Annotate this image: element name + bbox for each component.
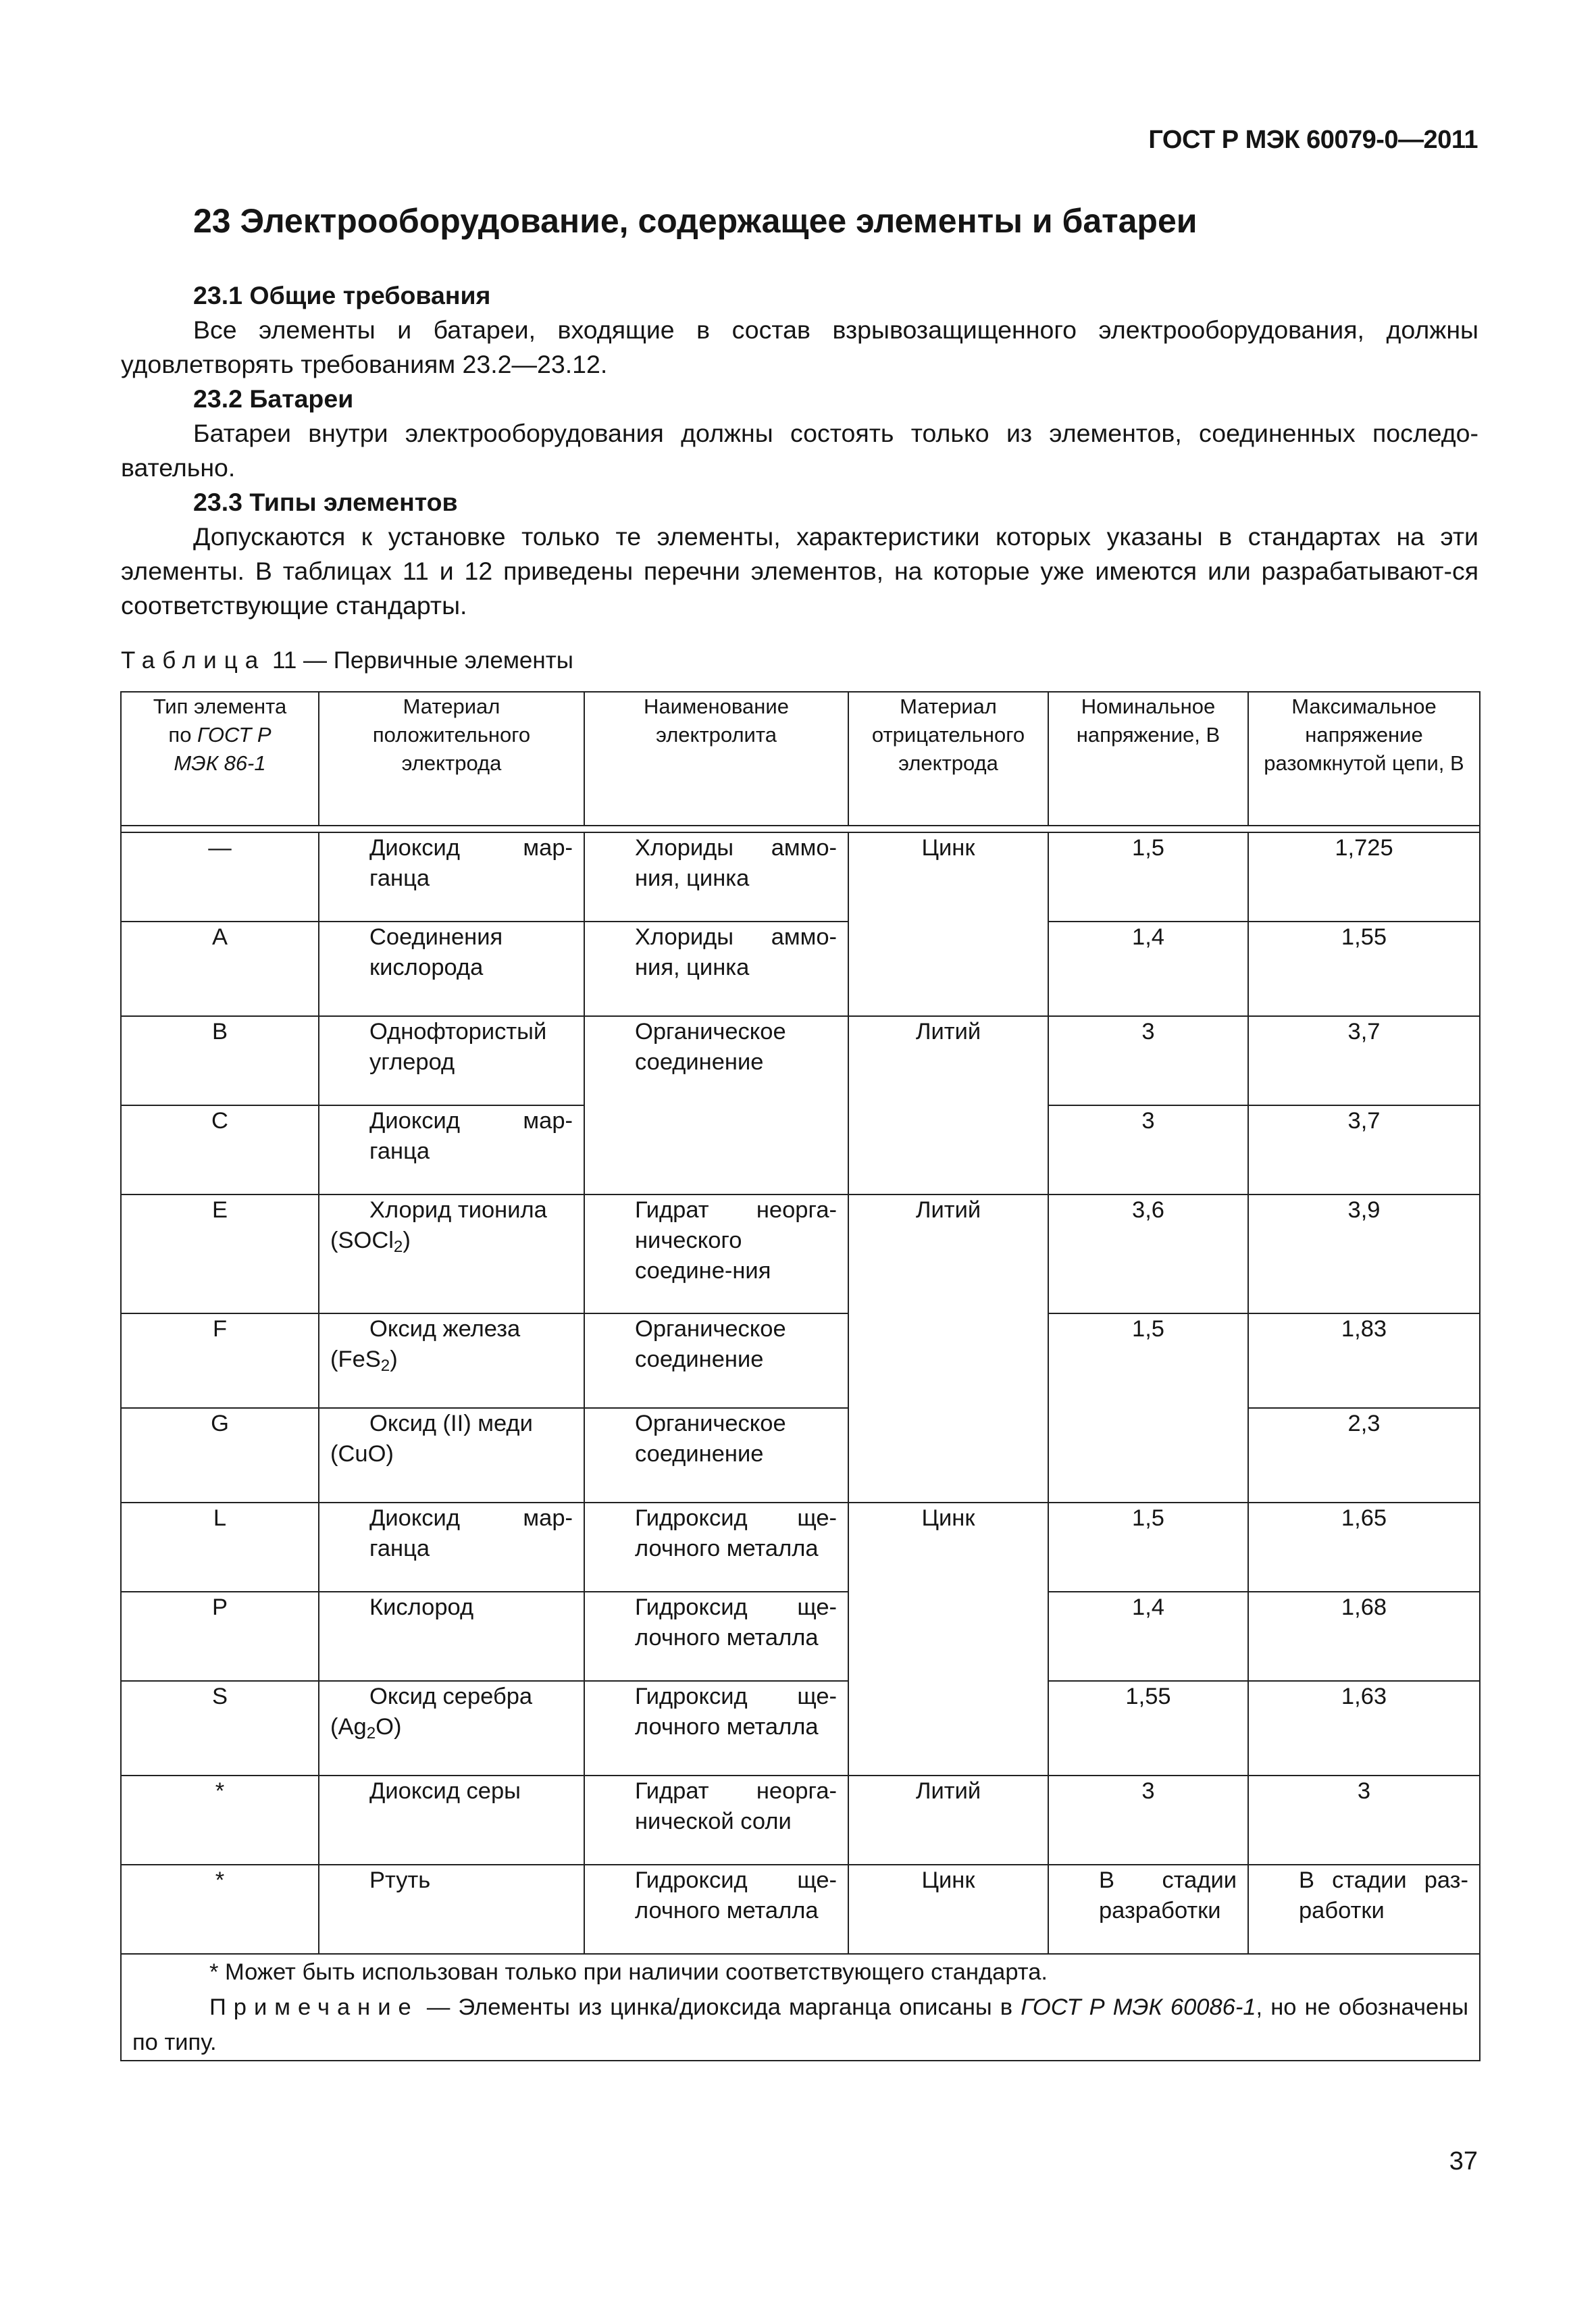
cell-type: G: [121, 1408, 319, 1503]
table-caption-word: Таблица: [121, 647, 266, 674]
cell-nominal-voltage: 1,5: [1048, 1503, 1248, 1592]
standard-code: ГОСТ Р МЭК 60079-0—2011: [1148, 126, 1478, 154]
cell-negative-electrode: Цинк: [848, 832, 1048, 1016]
subsection-heading-23-3: 23.3 Типы элементов: [193, 488, 458, 516]
header-nominal-voltage: Номинальное напряжение, В: [1048, 692, 1248, 826]
table-caption: [121, 647, 573, 674]
cell-electrolyte: Хлориды аммо-ния, цинка: [584, 832, 848, 922]
cell-electrolyte: Гидрат неорга-нической соли: [584, 1776, 848, 1865]
cell-positive-electrode: Оксид железа (FeS$_2$): [319, 1313, 584, 1408]
cell-type: P: [121, 1592, 319, 1681]
cell-negative-electrode: Литий: [848, 1194, 1048, 1503]
cell-electrolyte: Гидроксид ще-лочного металла: [584, 1681, 848, 1776]
header-separator: [121, 826, 1480, 832]
section-title: 23 Электрооборудование, содержащее элементы и батареи: [193, 202, 1198, 240]
cell-nominal-voltage: 1,4: [1048, 922, 1248, 1016]
table-header-row: [121, 692, 1480, 826]
table-row: [121, 1016, 1480, 1105]
header-positive-electrode: Материал положительного электрода: [319, 692, 584, 826]
table-row: [121, 1865, 1480, 1954]
table-row: [121, 1681, 1480, 1776]
cell-max-voltage: 1,68: [1248, 1592, 1480, 1681]
cell-electrolyte: Хлориды аммо-ния, цинка: [584, 922, 848, 1016]
cell-electrolyte: Гидроксид ще-лочного металла: [584, 1503, 848, 1592]
cell-positive-electrode: Ртуть: [319, 1865, 584, 1954]
cell-max-voltage: 3,9: [1248, 1194, 1480, 1313]
subsection-heading-23-1: 23.1 Общие требования: [193, 281, 491, 309]
cell-max-voltage: 3,7: [1248, 1016, 1480, 1105]
cell-nominal-voltage: 1,5: [1048, 1313, 1248, 1503]
primary-cells-table: [120, 691, 1481, 2061]
cell-nominal-voltage: В стадии разработки: [1048, 1865, 1248, 1954]
cell-max-voltage: 1,63: [1248, 1681, 1480, 1776]
cell-nominal-voltage: 3: [1048, 1016, 1248, 1105]
cell-max-voltage: 1,65: [1248, 1503, 1480, 1592]
cell-electrolyte: Гидрат неорга-нического соедине-ния: [584, 1194, 848, 1313]
cell-type: L: [121, 1503, 319, 1592]
cell-type: —: [121, 832, 319, 922]
cell-negative-electrode: Литий: [848, 1016, 1048, 1194]
cell-type: F: [121, 1313, 319, 1408]
cell-positive-electrode: Диоксид мар-ганца: [319, 1503, 584, 1592]
table-footnotes: [121, 1954, 1480, 2061]
cell-electrolyte: Органическое соединение: [584, 1016, 848, 1194]
cell-positive-electrode: Кислород: [319, 1592, 584, 1681]
table-caption-title: 11 — Первичные элементы: [265, 647, 573, 674]
cell-max-voltage: 1,725: [1248, 832, 1480, 922]
table-footnote: * Может быть использован только при наличии соответствующего стандарта.: [209, 1959, 1048, 1985]
cell-max-voltage: 3: [1248, 1776, 1480, 1865]
cell-type: S: [121, 1681, 319, 1776]
cell-nominal-voltage: 1,4: [1048, 1592, 1248, 1681]
cell-max-voltage: 3,7: [1248, 1105, 1480, 1194]
table-row: [121, 832, 1480, 922]
cell-nominal-voltage: 3: [1048, 1105, 1248, 1194]
header-type: Тип элемента по ГОСТ Р МЭК 86-1: [121, 692, 319, 826]
cell-positive-electrode: Оксид (II) меди (CuO): [319, 1408, 584, 1503]
cell-max-voltage: 1,55: [1248, 922, 1480, 1016]
header-negative-electrode: Материал отрицательного электрода: [848, 692, 1048, 826]
cell-type: *: [121, 1776, 319, 1865]
cell-electrolyte: Органическое соединение: [584, 1313, 848, 1408]
table-row: [121, 922, 1480, 1016]
cell-max-voltage: 2,3: [1248, 1408, 1480, 1503]
paragraph-23-3: Допускаются к установке только те элементы, характеристики которых указаны в стандартах на эти элементы. В таблицах 11 и 12 приведены перечни элементов, на которые уже имеются или разрабатывают-ся соответствующие стандарты.: [121, 522, 1478, 620]
table-row: [121, 1776, 1480, 1865]
cell-nominal-voltage: 3,6: [1048, 1194, 1248, 1313]
cell-positive-electrode: Хлорид тионила (SOCl$_2$): [319, 1194, 584, 1313]
cell-max-voltage: 1,83: [1248, 1313, 1480, 1408]
cell-type: E: [121, 1194, 319, 1313]
header-electrolyte: Наименование электролита: [584, 692, 848, 826]
cell-type: B: [121, 1016, 319, 1105]
table-footnotes-row: [121, 1954, 1480, 2061]
table-row: [121, 1194, 1480, 1313]
cell-nominal-voltage: 1,55: [1048, 1681, 1248, 1776]
cell-electrolyte: Гидроксид ще-лочного металла: [584, 1865, 848, 1954]
header-max-voltage: Максимальное напряжение разомкнутой цепи, В: [1248, 692, 1480, 826]
cell-negative-electrode: Цинк: [848, 1503, 1048, 1776]
paragraph-23-1: Все элементы и батареи, входящие в состав взрывозащищенного электрооборудования, должны удовлетворять требованиям 23.2—23.12.: [121, 316, 1478, 378]
table-row: [121, 1503, 1480, 1592]
cell-positive-electrode: Однофтористый углерод: [319, 1016, 584, 1105]
table-row: [121, 1408, 1480, 1503]
subsection-heading-23-2: 23.2 Батареи: [193, 384, 354, 413]
page-number: 37: [1449, 2147, 1478, 2175]
cell-positive-electrode: Оксид серебра $(Ag_2O)$: [319, 1681, 584, 1776]
cell-positive-electrode: Соединения кислорода: [319, 922, 584, 1016]
cell-electrolyte: Гидроксид ще-лочного металла: [584, 1592, 848, 1681]
cell-type: *: [121, 1865, 319, 1954]
cell-electrolyte: Органическое соединение: [584, 1408, 848, 1503]
cell-nominal-voltage: 1,5: [1048, 832, 1248, 922]
cell-type: C: [121, 1105, 319, 1194]
cell-negative-electrode: Цинк: [848, 1865, 1048, 1954]
cell-max-voltage: В стадии раз-работки: [1248, 1865, 1480, 1954]
table-row: [121, 1592, 1480, 1681]
cell-positive-electrode: Диоксид серы: [319, 1776, 584, 1865]
cell-nominal-voltage: 3: [1048, 1776, 1248, 1865]
cell-type: A: [121, 922, 319, 1016]
cell-positive-electrode: Диоксид мар-ганца: [319, 1105, 584, 1194]
paragraph-23-2: Батареи внутри электрооборудования должны состоять только из элементов, соединенных последо-вательно.: [121, 419, 1478, 482]
table-note: Примечание — Элементы из цинка/диоксида марганца описаны в ГОСТ Р МЭК 60086-1, но не обозначены по типу.: [132, 1994, 1468, 2055]
cell-negative-electrode: Литий: [848, 1776, 1048, 1865]
section-body: [121, 278, 1478, 623]
cell-positive-electrode: Диоксид мар-ганца: [319, 832, 584, 922]
table-row: [121, 1313, 1480, 1408]
